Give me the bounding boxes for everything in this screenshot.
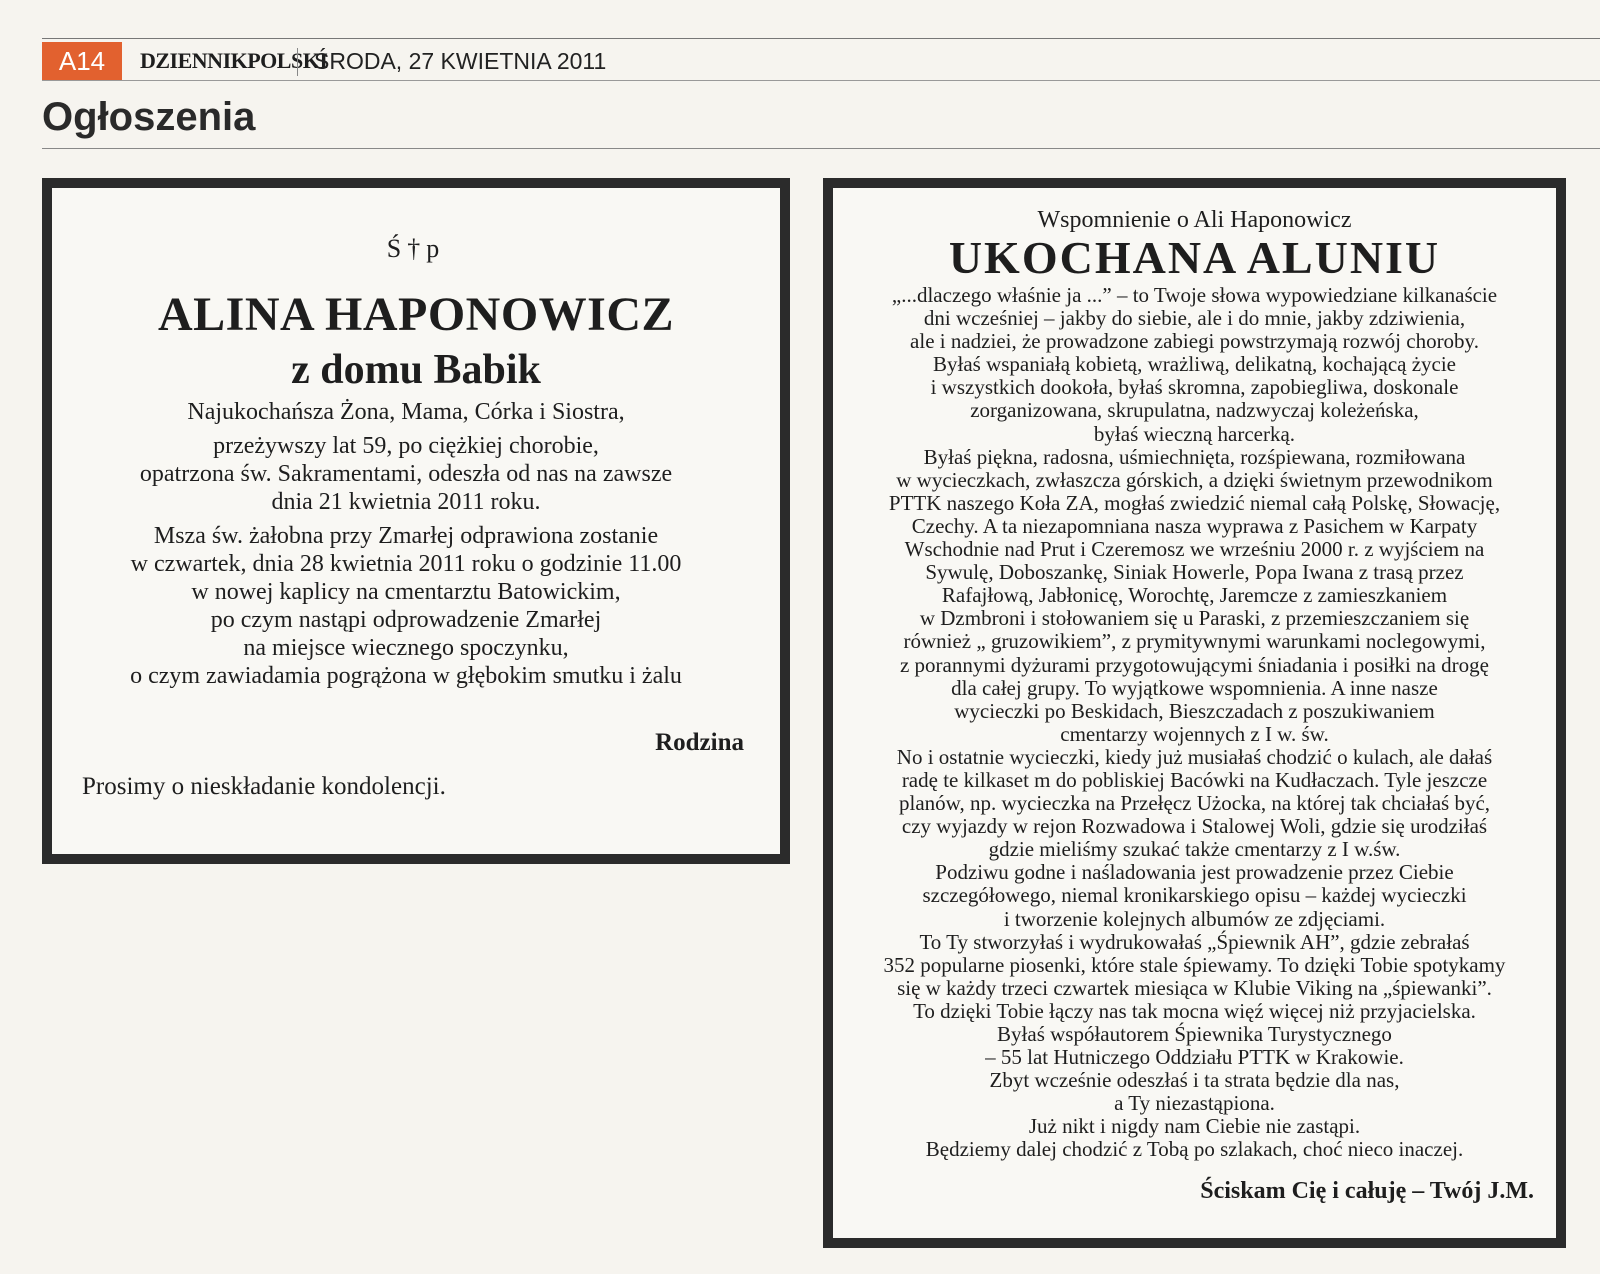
memorial-line: gdzie mieliśmy szukać także cmentarzy z I w.św. [988,837,1401,862]
obituary-line: opatrzona św. Sakramentami, odeszła od nas na zawsze [139,461,673,487]
memorial-line: a Ty niezastąpiona. [1114,1091,1275,1116]
header-rule [42,80,1600,81]
memorial-line: Sywulę, Doboszankę, Siniak Howerle, Popa Iwana z trasą przez [925,560,1464,585]
obituary-line: o czym zawiadamia pogrążona w głębokim smutku i żalu [130,663,682,689]
memorial-line: dla całej grupy. To wyjątkowe wspomnienia. A inne nasze [951,675,1438,700]
obituary-line: w czwartek, dnia 28 kwietnia 2011 roku o godzinie 11.00 [130,551,682,577]
memorial-line: się w każdy trzeci czwartek miesiąca w Klubie Viking na „śpiewanki”. [897,975,1492,1000]
page-header [42,38,1600,82]
section-title: Ogłoszenia [42,95,256,139]
memorial-line: i wszystkich dookoła, byłaś skromna, zapobiegliwa, doskonale [930,375,1459,400]
memorial-line: szczegółowego, niemal kronikarskiego opisu – każdej wycieczki [922,883,1467,908]
deceased-name: ALINA HAPONOWICZ [157,288,675,341]
issue-date: ŚRODA, 27 KWIETNIA 2011 [314,48,607,74]
memorial-line: i tworzenie kolejnych albumów ze zdjęciami. [1003,906,1386,931]
memorial-line: Byłaś piękna, radosna, uśmiechnięta, rozśpiewana, rozmiłowana [923,444,1466,469]
memorial-line: byłaś wieczną harcerką. [1093,421,1296,446]
section-rule [42,148,1600,149]
memorial-line: Byłaś wspaniałą kobietą, wrażliwą, delikatną, kochającą życie [932,352,1457,377]
memorial-line: wycieczki po Beskidach, Bieszczadach z poszukiwaniem [954,698,1435,723]
memorial-line: Byłaś współautorem Śpiewnika Turystycznego [997,1022,1392,1046]
memorial-line: No i ostatnie wycieczki, kiedy już musiałaś chodzić o kulach, ale dałaś [896,744,1493,769]
obituary-text [72,398,740,690]
obituary-line: dnia 21 kwietnia 2011 roku. [271,489,541,515]
memorial-line: Wschodnie nad Prut i Czeremosz we wrześniu 2000 r. z wyjściem na [904,537,1485,562]
obituary-box [42,178,790,864]
memorial-line: w Dzmbroni i stołowaniem się u Paraski, z przemieszczaniem się [919,606,1470,631]
top-rule [42,38,1600,39]
memorial-line: To dzięki Tobie łączy nas tak mocna więź więcej niż przyjacielska. [913,998,1476,1023]
newspaper-masthead: DZIENNIKPOLSKI [140,48,328,73]
memorial-line: czy wyjazdy w rejon Rozwadowa i Stalowej Woli, gdzie się urodziłaś [901,814,1488,839]
memorial-line: Podziwu godne i naśladowania jest prowadzenie przez Ciebie [935,860,1454,885]
memorial-signature: Ściskam Cię i całuję – Twój J.M. [1200,1178,1534,1204]
memorial-line: radę te kilkaset m do pobliskiej Bacówki na Kudłaczach. Tyle jeszcze [901,767,1488,792]
obituary-line: przeżywszy lat 59, po ciężkiej chorobie, [213,433,599,459]
page-number-badge: A14 [42,42,122,80]
obituary-footnote: Prosimy o nieskładanie kondolencji. [82,773,446,800]
memorial-line: ale i nadziei, że prowadzone zabiegi powstrzymają rozwój choroby. [910,329,1479,354]
memorial-line: – 55 lat Hutniczego Oddziału PTTK w Krakowie. [985,1045,1404,1070]
memorial-line: 352 popularne piosenki, które stale śpiewamy. To dzięki Tobie spotykamy [883,952,1506,977]
memorial-box [823,178,1566,1248]
memorial-line: Już nikt i nigdy nam Ciebie nie zastąpi. [1028,1114,1361,1139]
obituary-line: w nowej kaplicy na cmentarztu Batowickim, [191,579,621,605]
memorial-line: Zbyt wcześnie odeszłaś i ta strata będzie dla nas, [989,1068,1400,1093]
memorial-line: PTTK naszego Koła ZA, mogłaś zwiedzić niemal całą Polskę, Słowację, [888,490,1501,515]
memorial-line: To Ty stworzyłaś i wydrukowałaś „Śpiewnik AH”, gdzie zebrałaś [919,929,1470,954]
memorial-line: z porannymi dyżurami przygotowującymi śniadania i posiłki na drogę [899,652,1489,677]
memorial-title: Wspomnienie o Ali Haponowicz [1037,207,1352,233]
memorial-line: dni wcześniej – jakby do siebie, ale i do mnie, jakby zdziwienia, [923,306,1466,331]
memorial-text [843,284,1546,1162]
obituary-prefix: Ś†p [386,234,446,263]
memorial-line: Rafajłową, Jabłonicę, Worochtę, Jaremcze z zamieszkaniem [941,583,1448,608]
obituary-signature: Rodzina [655,729,744,756]
memorial-line: w wycieczkach, zwłaszcza górskich, a dzięki świetnym przewodnikom [896,467,1493,492]
memorial-line: zorganizowana, skrupulatna, nadzwyczaj koleżeńska, [970,398,1419,423]
memorial-line: Czechy. A ta niezapomniana nasza wyprawa z Pasichem w Karpaty [911,513,1478,538]
memorial-line: planów, np. wycieczka na Przełęcz Użocka, na której tak chciałaś być, [898,791,1491,816]
memorial-line: „...dlaczego właśnie ja ...” – to Twoje słowa wypowiedziane kilkanaście [891,283,1498,307]
memorial-line: Będziemy dalej chodzić z Tobą po szlakach, choć nieco inaczej. [925,1137,1464,1162]
memorial-line: również „ gruzowikiem”, z prymitywnymi warunkami noclegowymi, [903,629,1486,654]
maiden-name: z domu Babik [291,347,541,393]
memorial-line: cmentarzy wojennych z I w. św. [1060,721,1329,746]
obituary-line: na miejsce wiecznego spoczynku, [243,635,569,661]
obituary-line: po czym nastąpi odprowadzenie Zmarłej [210,607,602,633]
masthead-separator [297,48,298,76]
obituary-line: Msza św. żałobna przy Zmarłej odprawiona zostanie [153,523,659,549]
obituary-line: Najukochańsza Żona, Mama, Córka i Siostra, [187,399,625,425]
memorial-heading: UKOCHANA ALUNIU [948,232,1441,283]
